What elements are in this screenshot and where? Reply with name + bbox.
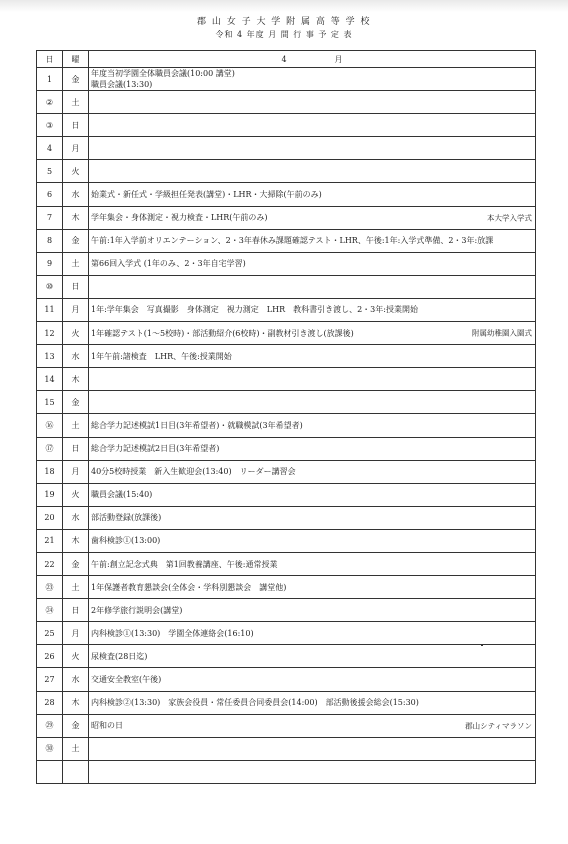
event-cell [89, 183, 536, 206]
weekday: 水 [63, 345, 89, 368]
event-text: 部活動登録(放課後) [91, 513, 162, 523]
day-number: ② [37, 91, 63, 114]
weekday: 木 [63, 206, 89, 229]
event-cell [89, 114, 536, 137]
event-cell [89, 414, 536, 437]
event-text: 総合学力記述模試2日目(3年希望者) [91, 444, 220, 454]
event-text: 内科検診②(13:30) 家族会役員・常任委員合同委員会(14:00) 部活動後援会総会(15:30) [91, 698, 419, 708]
table-row [37, 391, 536, 414]
day-number: ⑰ [37, 437, 63, 460]
event-cell [89, 391, 536, 414]
day-number: ㉚ [37, 737, 63, 760]
weekday: 日 [63, 275, 89, 298]
schedule-subtitle: 令和 4 年度 月 間 行 事 予 定 表 [215, 30, 353, 39]
event-text: 2年修学旅行説明会(講堂) [91, 605, 183, 615]
table-row [37, 622, 536, 645]
stray-mark [481, 644, 483, 646]
day-number: ③ [37, 114, 63, 137]
day-number: 18 [37, 460, 63, 483]
day-number: 27 [37, 668, 63, 691]
day-number: ㉔ [37, 599, 63, 622]
table-row [37, 414, 536, 437]
event-cell [89, 622, 536, 645]
weekday: 金 [63, 391, 89, 414]
table-row [37, 114, 536, 137]
table-row [37, 760, 536, 783]
day-number: 20 [37, 506, 63, 529]
weekday: 火 [63, 483, 89, 506]
event-text: 第66回入学式 (1年のみ、2・3年自宅学習) [91, 259, 246, 269]
day-number: 25 [37, 622, 63, 645]
table-row [37, 552, 536, 575]
weekday: 木 [63, 368, 89, 391]
table-row [37, 645, 536, 668]
day-number: 9 [37, 252, 63, 275]
event-cell [89, 345, 536, 368]
event-text: 午前:1年入学前オリエンテーション、2・3年春休み課題確認テスト・LHR、午後:1年:入学式準備、2・3年:放課 [91, 236, 494, 246]
weekday: 日 [63, 599, 89, 622]
weekday: 金 [63, 68, 89, 91]
table-row [37, 691, 536, 714]
event-cell [89, 275, 536, 298]
day-number: 8 [37, 229, 63, 252]
day-number: ㉙ [37, 714, 63, 737]
table-row [37, 322, 536, 345]
table-row [37, 714, 536, 737]
weekday: 月 [63, 137, 89, 160]
event-cell [89, 714, 536, 737]
event-cell [89, 252, 536, 275]
weekday: 月 [63, 298, 89, 321]
day-number: 6 [37, 183, 63, 206]
day-number: 14 [37, 368, 63, 391]
event-cell [89, 645, 536, 668]
table-row [37, 252, 536, 275]
table-header-row [37, 51, 536, 68]
table-row [37, 737, 536, 760]
event-text: 1年確認テスト(1～5校時)・部活動紹介(6校時)・副教材引き渡し(放課後) [91, 328, 354, 338]
table-row [37, 345, 536, 368]
weekday: 金 [63, 552, 89, 575]
weekday: 火 [63, 322, 89, 345]
weekday: 土 [63, 414, 89, 437]
event-cell [89, 483, 536, 506]
event-cell [89, 437, 536, 460]
day-number: 21 [37, 529, 63, 552]
school-title: 郡 山 女 子 大 学 附 属 高 等 学 校 [197, 17, 371, 27]
table-row [37, 229, 536, 252]
event-text: 年度当初学園全体職員会議(10:00 講堂) [91, 69, 235, 79]
event-text: 交通安全教室(午後) [91, 674, 162, 684]
table-row [37, 437, 536, 460]
event-note: 本大学入学式 [487, 213, 532, 223]
event-text: 総合学力記述模試1日目(3年希望者)・就職模試(3年希望者) [91, 420, 303, 430]
event-note: 附属幼稚園入園式 [472, 328, 532, 338]
viewer-top-shadow [0, 0, 568, 12]
event-text: 内科検診①(13:30) 学園全体連絡会(16:10) [91, 628, 254, 638]
day-number: ㉓ [37, 576, 63, 599]
column-header-day: 日 [37, 51, 63, 68]
event-cell [89, 160, 536, 183]
table-row [37, 668, 536, 691]
weekday: 月 [63, 622, 89, 645]
event-cell [89, 460, 536, 483]
event-cell [89, 368, 536, 391]
day-number: 12 [37, 322, 63, 345]
weekday: 土 [63, 576, 89, 599]
weekday: 木 [63, 529, 89, 552]
table-row [37, 506, 536, 529]
weekday: 日 [63, 437, 89, 460]
day-number: 22 [37, 552, 63, 575]
table-row [37, 298, 536, 321]
table-row [37, 529, 536, 552]
day-number: 4 [37, 137, 63, 160]
table-row [37, 137, 536, 160]
weekday: 土 [63, 252, 89, 275]
table-row [37, 599, 536, 622]
event-text: 尿検査(28日迄) [91, 651, 148, 661]
table-row [37, 160, 536, 183]
day-number: 26 [37, 645, 63, 668]
day-number: 5 [37, 160, 63, 183]
event-cell [89, 229, 536, 252]
table-row [37, 576, 536, 599]
weekday: 水 [63, 506, 89, 529]
day-number: 1 [37, 68, 63, 91]
table-row [37, 460, 536, 483]
day-number: ⑯ [37, 414, 63, 437]
event-note: 郡山シティマラソン [465, 721, 532, 731]
event-cell [89, 737, 536, 760]
event-cell [89, 206, 536, 229]
column-header-weekday: 曜 [63, 51, 89, 68]
table-row [37, 483, 536, 506]
event-text: 1年:学年集会 写真撮影 身体測定 視力測定 LHR 教科書引き渡し、2・3年:授業開始 [91, 305, 418, 315]
day-number: 7 [37, 206, 63, 229]
event-cell [89, 760, 536, 783]
event-text: 40分5校時授業 新入生歓迎会(13:40) リーダー講習会 [91, 467, 296, 477]
event-cell [89, 298, 536, 321]
column-header-month: 4 月 [89, 51, 536, 68]
weekday: 水 [63, 183, 89, 206]
table-row [37, 68, 536, 91]
day-number: 15 [37, 391, 63, 414]
weekday: 火 [63, 160, 89, 183]
table-row [37, 368, 536, 391]
weekday: 日 [63, 114, 89, 137]
event-cell [89, 599, 536, 622]
event-cell [89, 529, 536, 552]
event-text: 職員会議(15:40) [91, 490, 153, 500]
event-cell [89, 68, 536, 91]
event-cell [89, 668, 536, 691]
weekday: 土 [63, 737, 89, 760]
weekday: 水 [63, 668, 89, 691]
weekday: 金 [63, 229, 89, 252]
day-number: 13 [37, 345, 63, 368]
event-text: 昭和の日 [91, 721, 123, 731]
day-number [37, 760, 63, 783]
day-number: 19 [37, 483, 63, 506]
day-number: 11 [37, 298, 63, 321]
weekday: 金 [63, 714, 89, 737]
event-cell [89, 576, 536, 599]
table-row [37, 91, 536, 114]
table-row [37, 275, 536, 298]
event-text: 1年午前:諸検査 LHR、午後:授業開始 [91, 351, 232, 361]
weekday: 土 [63, 91, 89, 114]
event-cell [89, 91, 536, 114]
event-cell [89, 506, 536, 529]
event-cell [89, 137, 536, 160]
event-text: 1年保護者教育懇談会(全体会・学科別懇談会 講堂他) [91, 582, 287, 592]
event-text: 学年集会・身体測定・視力検査・LHR(午前のみ) [91, 213, 268, 223]
weekday: 月 [63, 460, 89, 483]
weekday: 木 [63, 691, 89, 714]
event-cell [89, 552, 536, 575]
monthly-schedule-table [36, 50, 536, 784]
event-text: 午前:創立記念式典 第1回教養講座、午後:通常授業 [91, 559, 278, 569]
table-row [37, 206, 536, 229]
event-cell [89, 691, 536, 714]
event-text: 歯科検診①(13:00) [91, 536, 161, 546]
table-row [37, 183, 536, 206]
weekday: 火 [63, 645, 89, 668]
day-number: ⑩ [37, 275, 63, 298]
weekday [63, 760, 89, 783]
day-number: 28 [37, 691, 63, 714]
event-text: 職員会議(13:30) [91, 80, 153, 90]
event-text: 始業式・新任式・学級担任発表(講堂)・LHR・大掃除(午前のみ) [91, 190, 322, 200]
event-cell [89, 322, 536, 345]
